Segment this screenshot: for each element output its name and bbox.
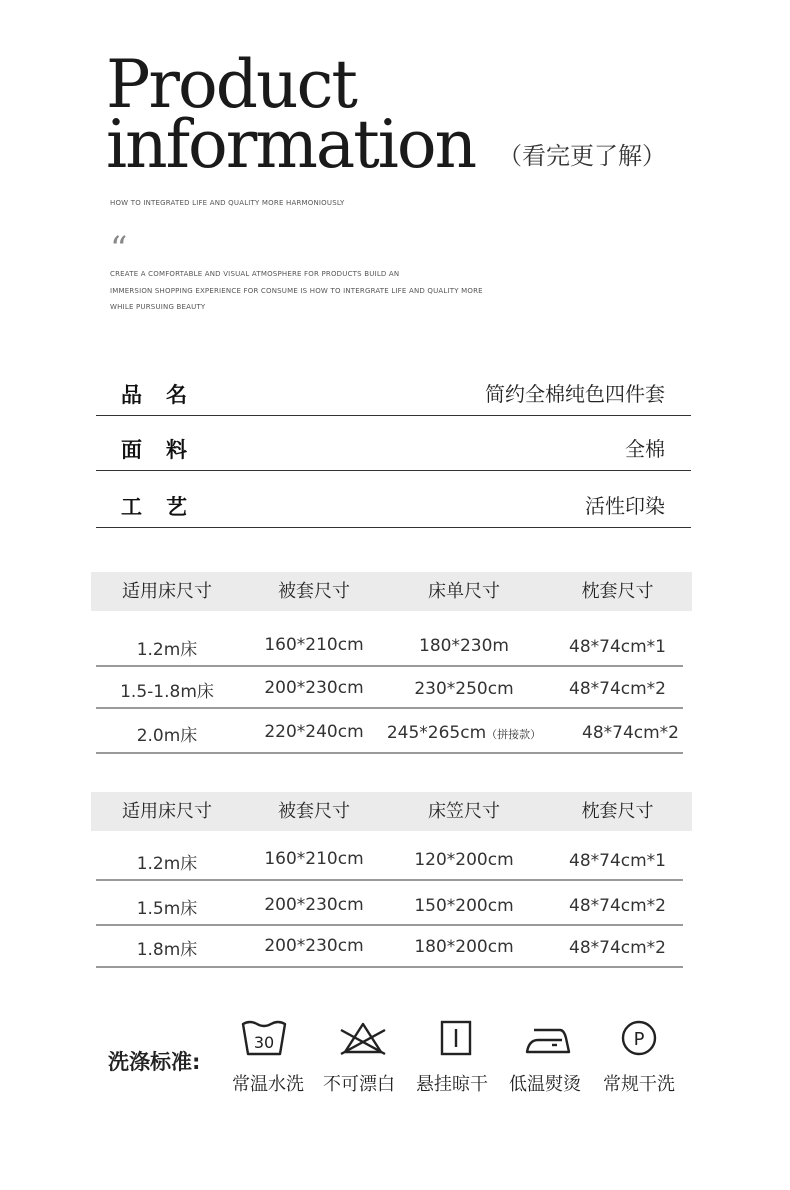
table-cell: 180*230m [419,636,509,656]
table-cell: 160*210cm [264,849,364,869]
low-iron-icon [524,1018,572,1058]
table-cell: 1.2m床 [136,854,198,874]
table-row-divider [96,966,683,968]
info-label: 品名 [121,383,211,407]
table-cell: 120*200cm [414,850,514,870]
wash-temp-text: 30 [253,1033,275,1052]
table-header-cell: 床单尺寸 [428,581,500,602]
description-line: WHILE PURSUING BEAUTY [110,303,206,311]
table-cell: 1.2m床 [136,640,198,660]
table-cell: 200*230cm [264,936,364,956]
wash-30-icon [240,1018,288,1058]
table-cell: 150*200cm [414,896,514,916]
wash-text: 常规干洗 [603,1074,675,1095]
wash-text: 低温熨烫 [509,1074,581,1095]
description-line: CREATE A COMFORTABLE AND VISUAL ATMOSPHERE FOR PRODUCTS BUILD AN [110,270,400,278]
no-bleach-icon [339,1018,387,1058]
table-cell: 160*210cm [264,635,364,655]
info-row-fabric [96,428,691,471]
table-cell: 230*250cm [414,679,514,699]
info-row-name [96,373,691,416]
table-cell: 220*240cm [264,722,364,742]
table-cell: 48*74cm*2 [569,938,666,958]
table-cell [385,723,543,743]
table-cell: 1.8m床 [136,940,198,960]
dry-clean-icon [615,1018,663,1058]
subtitle-cn: （看完更了解） [498,142,666,170]
table-header-cell: 枕套尺寸 [581,801,654,822]
wash-text: 常温水洗 [232,1074,304,1095]
table-cell: 48*74cm*2 [569,896,666,916]
table-row-divider [96,707,683,709]
table-cell: 48*74cm*2 [582,723,679,743]
hang-dry-icon [431,1018,479,1058]
info-value: 全棉 [625,437,665,461]
table-row-divider [96,924,683,926]
table-cell: 1.5-1.8m床 [120,682,214,702]
table-cell: 1.5m床 [136,899,198,919]
table-row-divider [96,879,683,881]
info-label: 工艺 [121,495,211,519]
title-product: Product [106,46,356,123]
table-cell: 200*230cm [264,678,364,698]
table-cell: 2.0m床 [136,726,198,746]
wash-text: 不可漂白 [323,1074,395,1095]
table-cell: 48*74cm*1 [569,637,666,657]
table-header-cell: 被套尺寸 [278,581,350,602]
wash-text: 悬挂晾干 [416,1074,488,1095]
tagline: HOW TO INTEGRATED LIFE AND QUALITY MORE HARMONIOUSLY [110,199,345,207]
quote-icon: “ [110,229,128,269]
table-header-cell: 枕套尺寸 [581,581,654,602]
table-cell-note: （拼接款） [486,728,542,741]
info-value: 简约全棉纯色四件套 [485,382,665,406]
title-information: information [106,106,476,183]
table-cell: 200*230cm [264,895,364,915]
table-cell-value: 245*265cm [386,723,487,743]
dry-clean-letter: P [633,1029,645,1050]
table-row-divider [96,665,683,667]
description-line: IMMERSION SHOPPING EXPERIENCE FOR CONSUME IS HOW TO INTERGRATE LIFE AND QUALITY MORE [110,287,483,295]
table-header-cell: 床笠尺寸 [428,801,500,822]
table-header-cell: 适用床尺寸 [122,581,212,602]
info-row-craft [96,485,691,528]
table-header-cell: 被套尺寸 [278,801,350,822]
table-cell: 180*200cm [414,937,514,957]
table-cell: 48*74cm*1 [569,851,666,871]
washing-label: 洗涤标准: [108,1050,201,1074]
table-row-divider [96,752,683,754]
info-value: 活性印染 [585,494,665,518]
info-label: 面料 [121,438,211,462]
table-header-cell: 适用床尺寸 [122,801,212,822]
table-cell: 48*74cm*2 [569,679,666,699]
